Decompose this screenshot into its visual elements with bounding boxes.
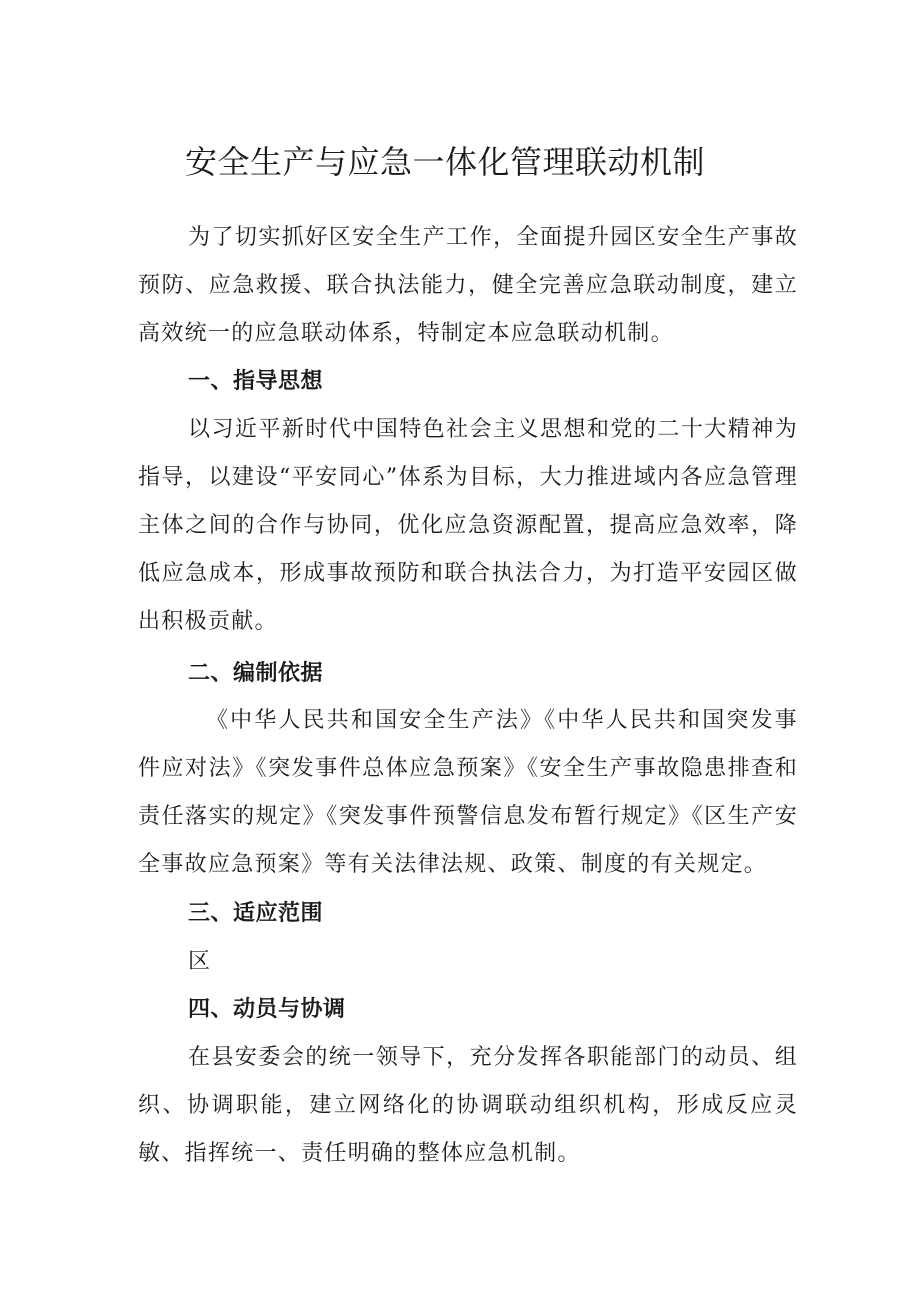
- section-body-guiding-ideology: 以习近平新时代中国特色社会主义思想和党的二十大精神为指导，以建设“平安同心”体系为目标，大力推进域内各应急管理主体之间的合作与协同，优化应急资源配置，提高应急效率，降低应急成本，形成事故预防和联合执法合力，为打造平安园区做出积极贡献。: [138, 417, 798, 634]
- section-heading-basis: 二、编制依据: [188, 661, 324, 686]
- intro-paragraph: 为了切实抓好区安全生产工作，全面提升园区安全生产事故预防、应急救援、联合执法能力，健全完善应急联动制度，建立高效统一的应急联动体系，特制定本应急联动机制。: [138, 225, 798, 346]
- section-heading-guiding-ideology: 一、指导思想: [188, 369, 324, 394]
- section-body-scope: 区: [188, 949, 211, 974]
- section-body-mobilization: 在县安委会的统一领导下，充分发挥各职能部门的动员、组织、协调职能，建立网络化的协调联动组织机构，形成反应灵敏、指挥统一、责任明确的整体应急机制。: [138, 1045, 798, 1166]
- section-heading-mobilization: 四、动员与协调: [188, 997, 346, 1022]
- section-heading-scope: 三、适应范围: [188, 901, 324, 926]
- document-title: 安全生产与应急一体化管理联动机制: [184, 143, 705, 181]
- section-body-basis: 《中华人民共和国安全生产法》《中华人民共和国突发事件应对法》《突发事件总体应急预案》《安全生产事故隐患排查和责任落实的规定》《突发事件预警信息发布暂行规定》《区生产安全事故应急预案》等有关法律法规、政策、制度的有关规定。: [138, 708, 798, 877]
